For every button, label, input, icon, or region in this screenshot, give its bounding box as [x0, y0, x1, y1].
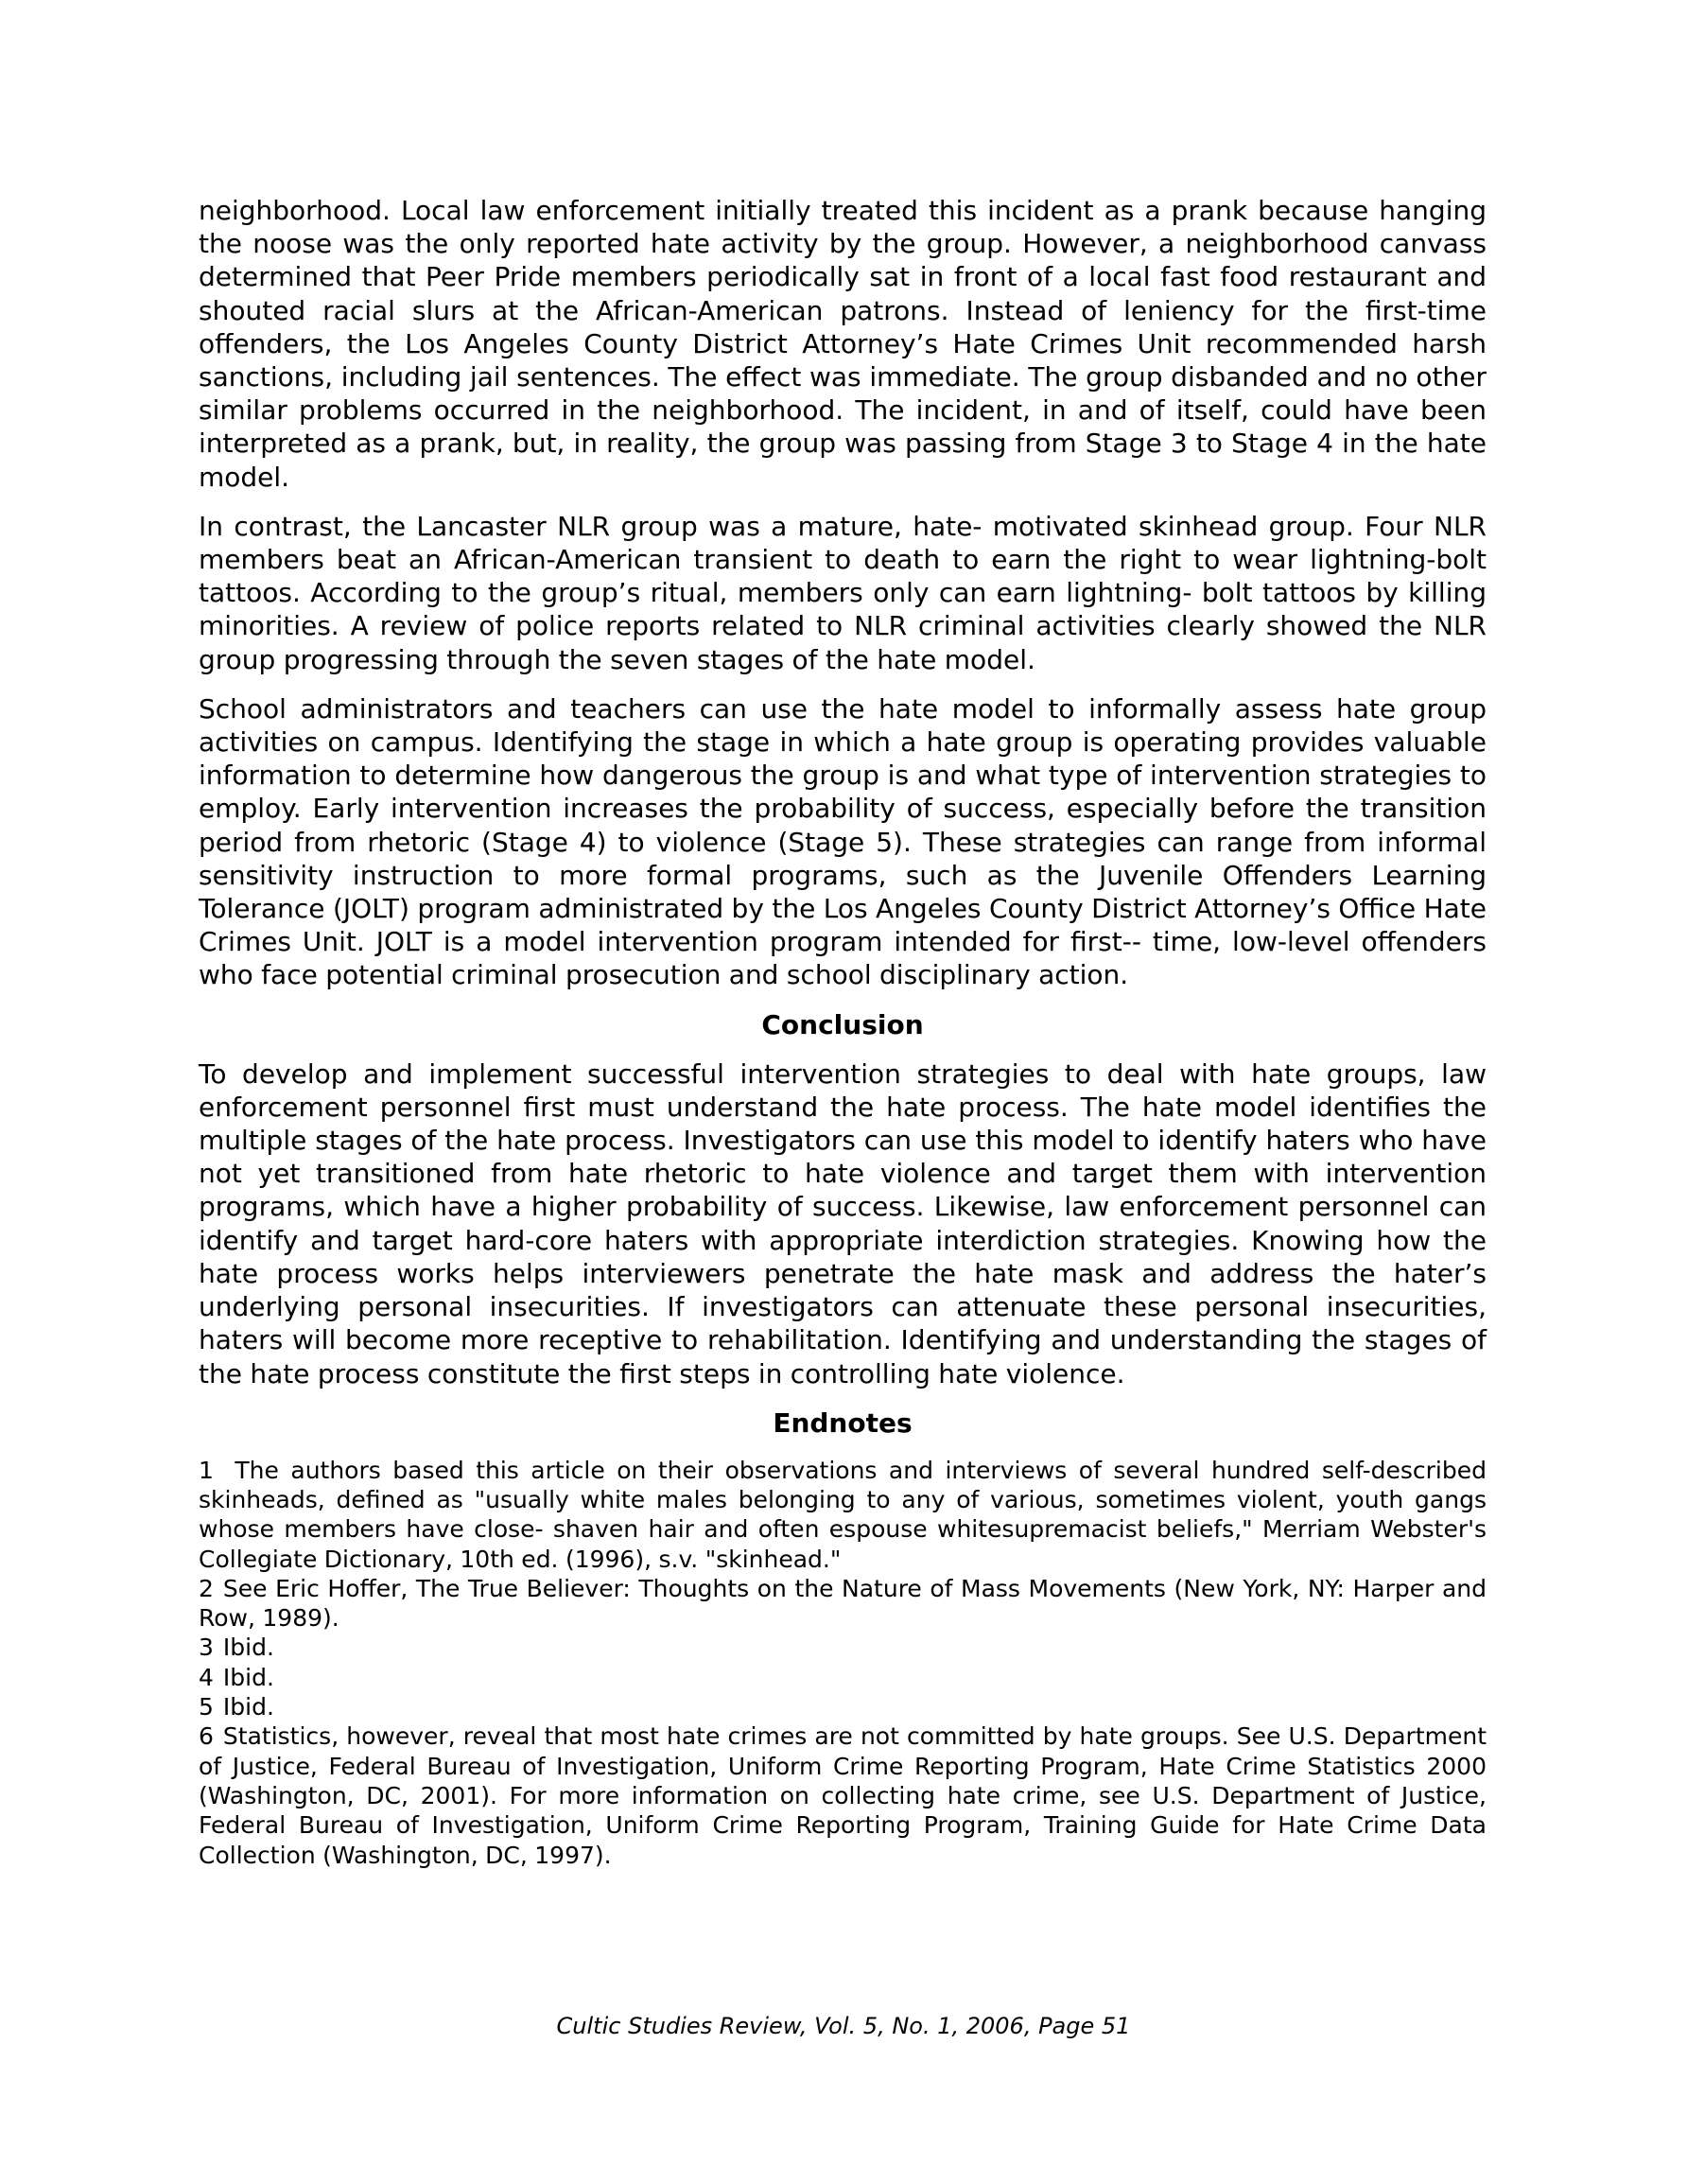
section-heading-conclusion: Conclusion — [761, 1008, 924, 1040]
body-paragraph: neighborhood. Local law enforcement initially treated this incident as a prank because hanging the noose was the only reported hate activity by the group. However, a neighborhood canvass determined that Peer Pride members periodically sat in front of a local fast food restaurant and shouted racial slurs at the African-American patrons. Instead of leniency for the first-time offenders, the Los Angeles County District Attorney’s Hate Crimes Unit recommended harsh sanctions, including jail sentences. The effect was immediate. The group disbanded and no other similar problems occurred in the neighborhood. The incident, in and of itself, could have been interpreted as a prank, but, in reality, the group was passing from Stage 3 to Stage 4 in the hate model. — [199, 195, 1487, 493]
endnote-number: 1 — [199, 1456, 214, 1484]
page-footer: Cultic Studies Review, Vol. 5, No. 1, 2006, Page 51 — [556, 2013, 1131, 2039]
endnote-number: 3 — [199, 1634, 214, 1662]
endnote-text: Ibid. — [222, 1663, 274, 1691]
endnote-number: 6 — [199, 1722, 214, 1751]
conclusion-paragraph: To develop and implement successful intervention strategies to deal with hate groups, law enforcement personnel first must understand the hate process. The hate model identifies the multiple stages of the hate process. Investigators can use this model to identify haters who have not yet transitioned from hate rhetoric to hate violence and target them with intervention programs, which have a higher probability of success. Likewise, law enforcement personnel can identify and target hard-core haters with appropriate interdiction strategies. Knowing how the hate process works helps interviewers penetrate the hate mask and address the hater’s underlying personal insecurities. If investigators can attenuate these personal insecurities, haters will become more receptive to rehabilitation. Identifying and understanding the stages of the hate process constitute the first steps in controlling hate violence. — [199, 1057, 1487, 1389]
document-page — [199, 194, 1487, 1870]
body-paragraph: School administrators and teachers can use the hate model to informally assess hate group activities on campus. Identifying the stage in which a hate group is operating provides valuable information to determine how dangerous the group is and what type of intervention strategies to employ. Early intervention increases the probability of success, especially before the transition period from rhetoric (Stage 4) to violence (Stage 5). These strategies can range from informal sensitivity instruction to more formal programs, such as the Juvenile Offenders Learning Tolerance (JOLT) program administrated by the Los Angeles County District Attorney’s Office Hate Crimes Unit. JOLT is a model intervention program intended for first-- time, low-level offenders who face potential criminal prosecution and school disciplinary action. — [199, 692, 1487, 991]
endnotes-list — [199, 1456, 1487, 1870]
endnote-item — [199, 1721, 1487, 1869]
endnote-item — [199, 1456, 1487, 1574]
endnote-number: 5 — [199, 1693, 214, 1721]
endnote-item — [199, 1574, 1487, 1634]
endnote-number: 2 — [199, 1574, 214, 1602]
endnote-item — [199, 1692, 1487, 1721]
endnote-item — [199, 1663, 1487, 1692]
body-paragraph: In contrast, the Lancaster NLR group was a mature, hate- motivated skinhead group. Four NLR members beat an African-American transient to death to earn the right to wear lightning-bolt tattoos. According to the group’s ritual, members only can earn lightning- bolt tattoos by killing minorities. A review of police reports related to NLR criminal activities clearly showed the NLR group progressing through the seven stages of the hate model. — [199, 510, 1487, 675]
endnote-text: See Eric Hoffer, The True Believer: Thoughts on the Nature of Mass Movements (New York, NY: Harper and Row, 1989). — [199, 1574, 1487, 1633]
endnote-text: Statistics, however, reveal that most hate crimes are not committed by hate groups. See U.S. Department of Justice, Federal Bureau of Investigation, Uniform Crime Reporting Program, Hate Crime Statistics 2000 (Washington, DC, 2001). For more information on collecting hate crime, see U.S. Department of Justice, Federal Bureau of Investigation, Uniform Crime Reporting Program, Training Guide for Hate Crime Data Collection (Washington, DC, 1997). — [199, 1722, 1487, 1869]
endnote-text: The authors based this article on their observations and interviews of several hundred self-described skinheads, defined as "usually white males belonging to any of various, sometimes violent, youth gangs whose members have close- shaven hair and often espouse whitesupremacist beliefs," Merriam Webster's Collegiate Dictionary, 10th ed. (1996), s.v. "skinhead." — [199, 1456, 1487, 1573]
endnote-item — [199, 1633, 1487, 1662]
endnote-number: 4 — [199, 1663, 214, 1691]
endnote-text: Ibid. — [222, 1634, 274, 1662]
endnote-text: Ibid. — [222, 1693, 274, 1721]
section-heading-endnotes: Endnotes — [773, 1406, 913, 1439]
